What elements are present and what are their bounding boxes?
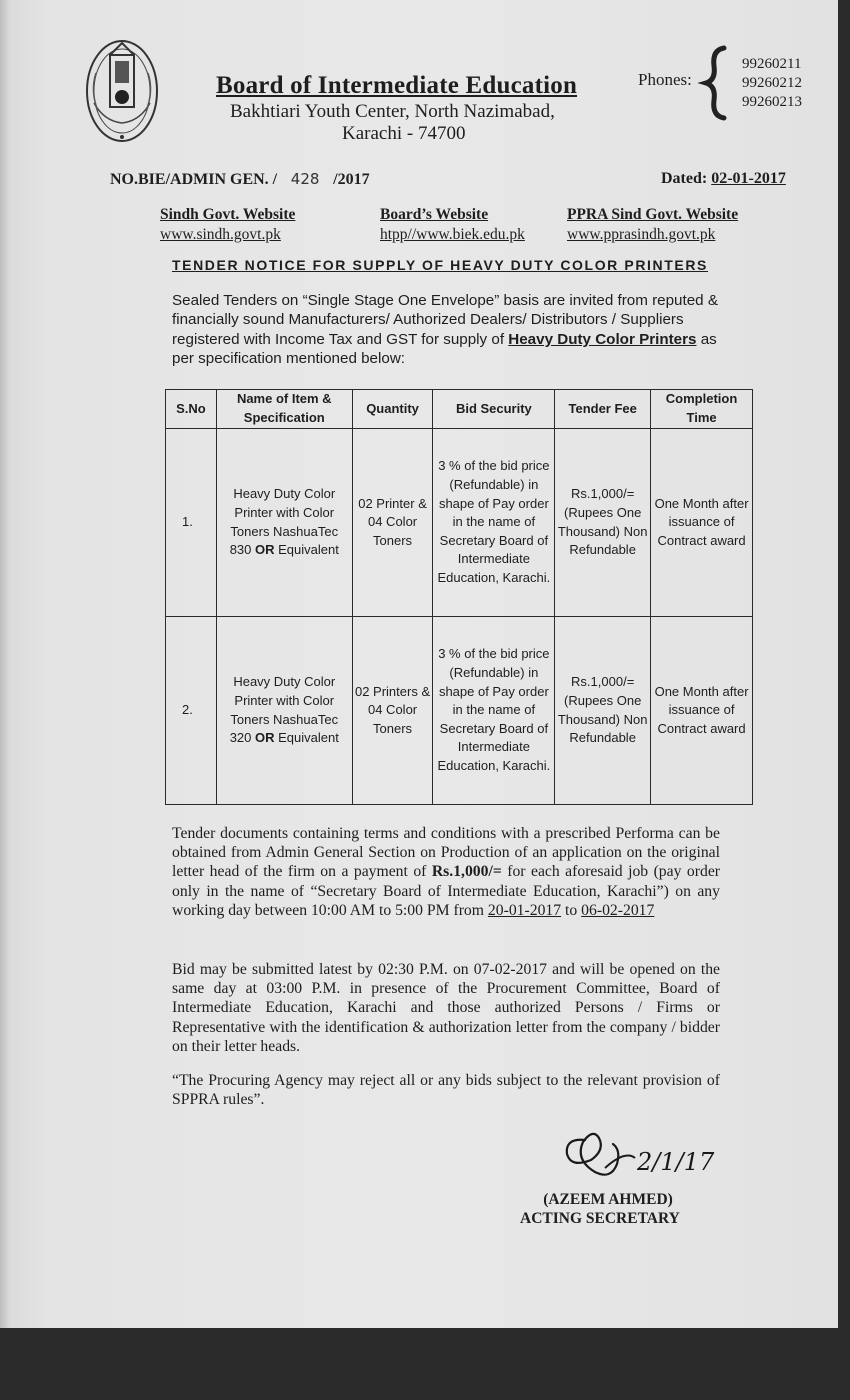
disclaimer-paragraph: “The Procuring Agency may reject all or any bids subject to the relevant provision of SPPRA rules”. bbox=[172, 1072, 720, 1109]
cell-completion: One Month after issuance of Contract award bbox=[651, 429, 753, 617]
signature-date: 2/1/17 bbox=[637, 1148, 715, 1176]
intro-text: Sealed Tenders on “Single Stage One Envelope” basis are invited from reputed & financially sound Manufacturers/ Authorized Dealers/ Distributors / Suppliers registered with Income Tax and GST for supply of bbox=[172, 292, 718, 348]
dated-label: Dated: bbox=[661, 170, 708, 187]
documents-paragraph bbox=[172, 824, 720, 920]
phones-label: Phones: bbox=[638, 70, 692, 89]
board-seal-logo bbox=[84, 33, 160, 145]
dated bbox=[661, 170, 786, 188]
para-bold-amount: Rs.1,000/= bbox=[431, 863, 502, 881]
reference-year: /2017 bbox=[333, 171, 370, 188]
table-row bbox=[166, 617, 753, 805]
cell-tender-fee: Rs.1,000/= (Rupees One Thousand) Non Refundable bbox=[555, 429, 651, 617]
table-header-row bbox=[166, 390, 753, 429]
item-or: OR bbox=[255, 730, 275, 746]
item-text: Heavy Duty Color Printer with Color Toners NashuaTec 320 bbox=[229, 674, 339, 746]
website-block-board bbox=[380, 205, 525, 245]
page-edge-shadow bbox=[0, 0, 10, 1328]
reference-number bbox=[110, 170, 370, 189]
phone-numbers bbox=[742, 55, 802, 112]
cell-item bbox=[216, 617, 352, 805]
curly-brace-icon bbox=[700, 46, 730, 120]
column-header: Name of Item & Specification bbox=[216, 390, 352, 429]
dated-value: 02-01-2017 bbox=[711, 170, 786, 187]
cell-sno: 1. bbox=[166, 429, 217, 617]
signatory-designation: ACTING SECRETARY bbox=[520, 1210, 680, 1227]
address-line-2: Karachi - 74700 bbox=[342, 123, 466, 144]
cell-bid-security: 3 % of the bid price (Refundable) in shape of Pay order in the name of Secretary Board of Intermediate Education, Karachi. bbox=[433, 429, 555, 617]
para-start-date: 20-01-2017 bbox=[487, 901, 562, 919]
submission-paragraph: Bid may be submitted latest by 02:30 P.M. on 07-02-2017 and will be opened on the same day at 03:00 P.M. in presence of the Procurement Committee, Board of Intermediate Education, Karachi and those authorized Persons / Firms or Representative with the identification & authorization letter from the company / bidder on their letter heads. bbox=[172, 961, 720, 1055]
cell-quantity: 02 Printer & 04 Color Toners bbox=[352, 429, 433, 617]
handwritten-signature bbox=[555, 1120, 715, 1190]
para-text: to bbox=[561, 901, 582, 919]
website-block-sindh bbox=[160, 205, 295, 245]
phone-number: 99260213 bbox=[742, 94, 802, 110]
website-label: PPRA Sind Govt. Website bbox=[567, 206, 739, 223]
cell-completion: One Month after issuance of Contract award bbox=[651, 617, 753, 805]
column-header: Tender Fee bbox=[555, 390, 651, 429]
website-link[interactable]: www.sindh.govt.pk bbox=[160, 226, 281, 243]
cell-bid-security: 3 % of the bid price (Refundable) in shape of Pay order in the name of Secretary Board of Intermediate Education, Karachi. bbox=[433, 617, 555, 805]
cell-item bbox=[216, 429, 352, 617]
phone-number: 99260211 bbox=[742, 56, 802, 72]
intro-paragraph bbox=[172, 291, 722, 369]
item-text-end: Equivalent bbox=[274, 730, 339, 746]
column-header: S.No bbox=[166, 390, 217, 429]
website-label: Board’s Website bbox=[380, 206, 489, 223]
website-label: Sindh Govt. Website bbox=[160, 206, 296, 223]
para-text: for each aforesaid job (pay order only in the name of “Secretary Board of Intermediate Education, Karachi”) on any working day between 10:00 AM to 5:00 PM from bbox=[172, 863, 721, 919]
website-link[interactable]: htpp//www.biek.edu.pk bbox=[380, 226, 525, 243]
item-or: OR bbox=[255, 542, 275, 558]
notice-title: TENDER NOTICE FOR SUPPLY OF HEAVY DUTY COLOR PRINTERS bbox=[172, 257, 708, 273]
signatory-name: (AZEEM AHMED) bbox=[543, 1191, 673, 1208]
column-header: Quantity bbox=[352, 390, 433, 429]
reference-prefix: NO.BIE/ADMIN GEN. / bbox=[110, 171, 278, 188]
intro-text-end: as per specification mentioned below: bbox=[172, 330, 717, 368]
para-end-date: 06-02-2017 bbox=[581, 901, 655, 919]
cell-quantity: 02 Printers & 04 Color Toners bbox=[352, 617, 433, 805]
specification-table bbox=[165, 389, 753, 805]
column-header: Completion Time bbox=[651, 390, 753, 429]
website-block-ppra bbox=[567, 205, 738, 245]
reference-handwritten-number: 428 bbox=[290, 170, 320, 188]
phone-number: 99260212 bbox=[742, 75, 802, 91]
intro-bold-text: Heavy Duty Color Printers bbox=[508, 330, 697, 348]
column-header: Bid Security bbox=[433, 390, 555, 429]
table-row bbox=[166, 429, 753, 617]
para-text: Tender documents containing terms and conditions with a prescribed Performa can be obtained from Admin General Section on Production of an application on the original letter head of the firm on a payment of bbox=[172, 825, 720, 881]
cell-tender-fee: Rs.1,000/= (Rupees One Thousand) Non Refundable bbox=[555, 617, 651, 805]
organization-title: Board of Intermediate Education bbox=[216, 72, 578, 99]
item-text-end: Equivalent bbox=[274, 542, 339, 558]
item-text: Heavy Duty Color Printer with Color Toners NashuaTec 830 bbox=[229, 486, 339, 558]
website-link[interactable]: www.pprasindh.govt.pk bbox=[567, 226, 716, 243]
cell-sno: 2. bbox=[166, 617, 217, 805]
address-line-1: Bakhtiari Youth Center, North Nazimabad, bbox=[230, 101, 555, 122]
